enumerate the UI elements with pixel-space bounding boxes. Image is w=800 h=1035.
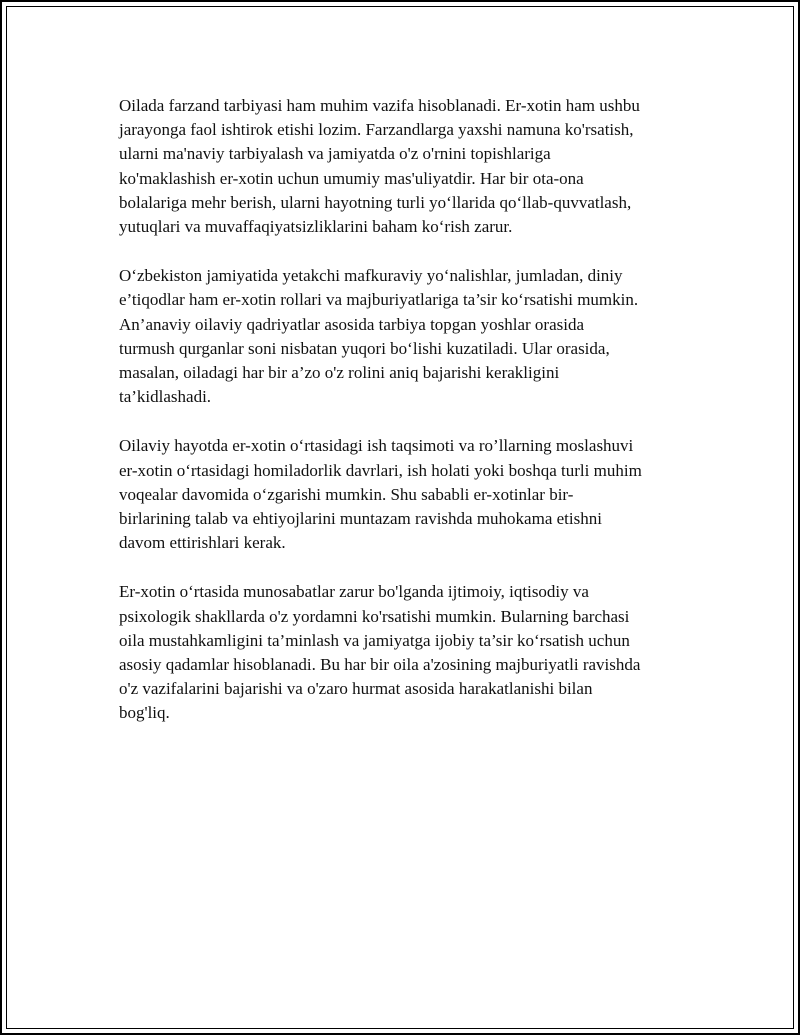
paragraph-line: bog'liq.	[119, 703, 170, 723]
paragraph-line: Er-xotin o‘rtasida munosabatlar zarur bo'lganda ijtimoiy, iqtisodiy va	[119, 582, 589, 602]
paragraph-line: O‘zbekiston jamiyatida yetakchi mafkuraviy yo‘nalishlar, jumladan, diniy	[119, 266, 623, 286]
paragraph-line: Oilaviy hayotda er-xotin o‘rtasidagi ish taqsimoti va ro’llarning moslashuvi	[119, 436, 634, 456]
paragraph-line: yutuqlari va muvaffaqiyatsizliklarini baham ko‘rish zarur.	[119, 217, 513, 237]
paragraph-line: e’tiqodlar ham er-xotin rollari va majburiyatlariga ta’sir ko‘rsatishi mumkin.	[119, 290, 639, 310]
paragraph-line: psixologik shakllarda o'z yordamni ko'rsatishi mumkin. Bularning barchasi	[119, 606, 630, 626]
paragraph-4	[119, 580, 694, 725]
document-body	[119, 94, 694, 751]
paragraph-line: voqealar davomida o‘zgarishi mumkin. Shu sababli er-xotinlar bir-	[119, 484, 574, 504]
paragraph-line: oila mustahkamligini ta’minlash va jamiyatga ijobiy ta’sir ko‘rsatish uchun	[119, 630, 630, 650]
paragraph-line: An’anaviy oilaviy qadriyatlar asosida tarbiya topgan yoshlar orasida	[119, 314, 584, 334]
paragraph-line: ta’kidlashadi.	[119, 387, 212, 407]
paragraph-line: Oilada farzand tarbiyasi ham muhim vazifa hisoblanadi. Er-xotin ham ushbu	[119, 96, 640, 115]
paragraph-line: ko'maklashish er-xotin uchun umumiy mas'uliyatdir. Har bir ota-ona	[119, 168, 584, 188]
paragraph-line: davom ettirishlari kerak.	[119, 533, 286, 553]
paragraph-1	[119, 94, 694, 239]
paragraph-line: masalan, oiladagi har bir a’zo o'z rolini aniq bajarishi kerakligini	[119, 363, 560, 383]
paragraph-line: jarayonga faol ishtirok etishi lozim. Farzandlarga yaxshi namuna ko'rsatish,	[119, 120, 634, 140]
paragraph-line: er-xotin o‘rtasidagi homiladorlik davrlari, ish holati yoki boshqa turli muhim	[119, 460, 642, 480]
paragraph-3	[119, 434, 694, 555]
paragraph-line: asosiy qadamlar hisoblanadi. Bu har bir oila a'zosining majburiyatli ravishda	[119, 655, 641, 675]
paragraph-line: birlarining talab va ehtiyojlarini muntazam ravishda muhokama etishni	[119, 509, 602, 529]
paragraph-line: ularni ma'naviy tarbiyalash va jamiyatda o'z o'rnini topishlariga	[119, 144, 551, 164]
paragraph-line: o'z vazifalarini bajarishi va o'zaro hurmat asosida harakatlanishi bilan	[119, 679, 593, 699]
paragraph-line: turmush qurganlar soni nisbatan yuqori bo‘lishi kuzatiladi. Ular orasida,	[119, 338, 610, 358]
paragraph-line: bolalariga mehr berish, ularni hayotning turli yo‘llarida qo‘llab-quvvatlash,	[119, 192, 632, 212]
paragraph-2	[119, 264, 694, 409]
